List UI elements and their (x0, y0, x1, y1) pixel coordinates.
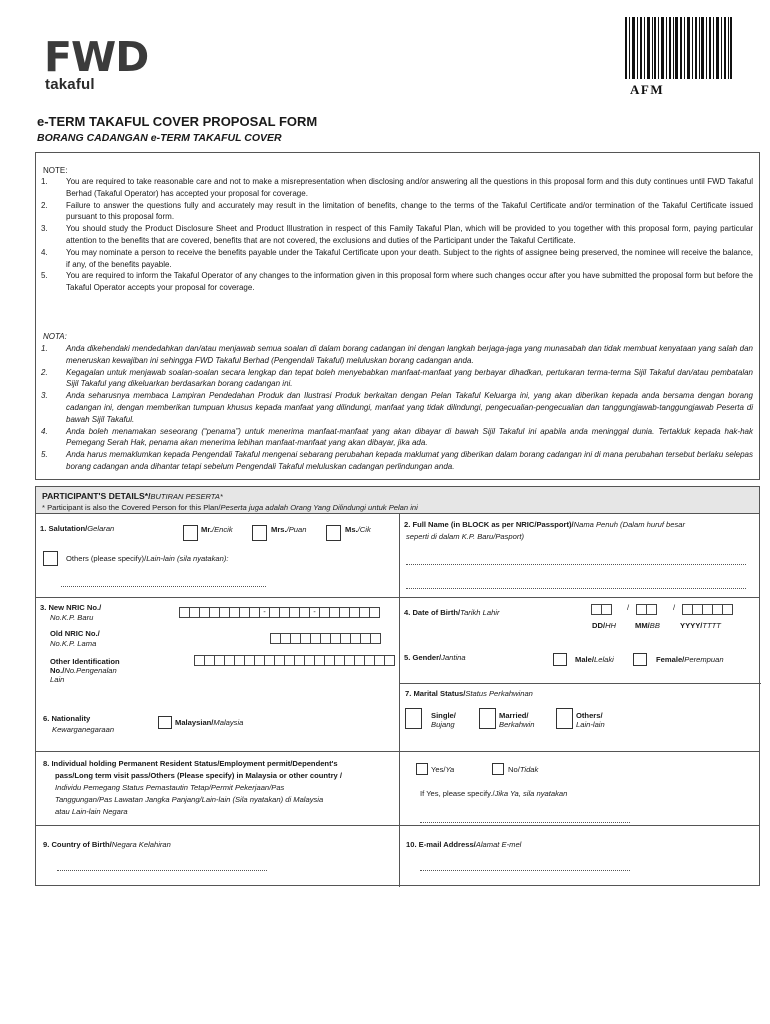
fwd-takaful-logo (44, 38, 164, 98)
other-id-label-malay: Lain (50, 675, 65, 684)
participant-header (36, 487, 759, 514)
mr-label: Mr./Encik (201, 525, 233, 534)
residency-no-checkbox[interactable] (492, 763, 504, 775)
malaysian-checkbox[interactable] (158, 716, 172, 729)
nota-text: Kegagalan untuk menjawab soalan-soalan secara lengkap dan tepat boleh menyebabkan manfaat-manfaat yang berbayar dihadkan, pertukaran terma-terma Sijil Takaful dan/atau pembatalan Sijil Takaful yang dikeluarkan berdasarkan borang cadangan ini. (66, 367, 753, 389)
dob-slash: / (627, 603, 630, 612)
note-item: 2. Failure to answer the questions fully and accurately may result in the limitation of benefits, change to the terms of the Takaful Certificate and/or termination of the Takaful Certificate issued pursuant to this proposal form. (41, 200, 753, 222)
dob-day-input[interactable] (591, 604, 611, 615)
mrs-label: Mrs./Puan (271, 525, 307, 534)
full-name-label: 2. Full Name (in BLOCK as per NRIC/Passport)/Nama Penuh (Dalam huruf besar (404, 520, 686, 529)
marital-status-label: 7. Marital Status/Status Perkahwinan (405, 689, 533, 698)
note-item: 4. You may nominate a person to receive the benefits payable under the Takaful Certificate upon your death. Subject to the rights of assignee being preserved, the nominee will receive the balance, if any, of the benefits payable. (41, 247, 753, 269)
female-label: Female/Perempuan (656, 655, 724, 664)
note-list-english (41, 176, 753, 294)
participant-details-section (35, 486, 760, 886)
fwd-logo-mark (44, 38, 160, 74)
dob-mm-hint: MM/BB (635, 621, 660, 630)
other-id-label: Other Identification (50, 657, 120, 666)
dob-month-input[interactable] (636, 604, 656, 615)
note-list-malay (41, 343, 753, 473)
participant-subtitle: * Participant is also the Covered Person for this Plan/Peserta juga adalah Orang Yang Dilindungi untuk Pelan ini (42, 503, 418, 512)
married-label: Married/ (499, 711, 529, 720)
dob-year-input[interactable] (682, 604, 732, 615)
residency-label-2: pass/Long term visit pass/Others (Please specify) in Malaysia or other country / (55, 771, 342, 780)
nota-text: Anda dikehendaki mendedahkan dan/atau menjawab semua soalan di dalam borang cadangan ini dengan langkah berjaga-jaga yang munasabah dan tidak membuat kenyataan yang salah dan meneruskan kewajiban ini sehingga FWD Takaful Berhad (Pengendali Takaful) meluluskan borang cadangan anda. (66, 344, 753, 365)
others-salutation-checkbox[interactable] (43, 551, 58, 566)
residency-label-malay-2: Tanggungan/Pas Lawatan Jangka Panjang/Lain-lain (Sila nyatakan) di Malaysia (55, 795, 324, 804)
married-checkbox[interactable] (479, 708, 496, 729)
ms-checkbox[interactable] (326, 525, 341, 541)
dob-label: 4. Date of Birth/Tarikh Lahir (404, 608, 500, 617)
nationality-label-malay: Kewarganegaraan (52, 725, 115, 734)
residency-label: 8. Individual holding Permanent Resident Status/Employment permit/Dependent's (43, 759, 338, 768)
salutation-label: 1. Salutation/Gelaran (40, 524, 115, 533)
nota-item: 2. Kegagalan untuk menjawab soalan-soalan secara lengkap dan tepat boleh menyebabkan manfaat-manfaat yang berbayar dihadkan, pertukaran terma-terma Sijil Takaful dan/atau pembatalan Sijil Takaful yang dikeluarkan berdasarkan borang cadangan ini. (41, 367, 753, 389)
nota-item: 1. Anda dikehendaki mendedahkan dan/atau menjawab semua soalan di dalam borang cadangan ini dengan langkah berjaga-jaga yang munasabah dan tidak membuat kenyataan yang salah dan meneruskan kewajiban ini sehingga FWD Takaful Berhad (Pengendali Takaful) meluluskan borang cadangan anda. (41, 344, 753, 365)
new-nric-label: 3. New NRIC No./ (40, 603, 102, 612)
nota-text: Anda seharusnya membaca Lampiran Pendedahan Produk dan Ilustrasi Produk berkaitan dengan Pelan Takaful Keluarga ini, yang akan diberikan kepada anda bersama dengan borang cadangan ini, dengan memberikan tumpuan khusus kepada manfaat yang dilindungi, manfaat yang tidak dilindungi, pengecualian-pengecualian dan tanggungjawab-tanggungjawab Peserta di bawah Sijil Takaful. (66, 391, 753, 424)
nota-heading: NOTA: (43, 332, 67, 341)
note-text: You should study the Product Disclosure Sheet and Product Illustration in respect of this Family Takaful Plan, which will be provided to you together with this proposal form, paying particular attention to the benefits that are covered, benefits that are not covered, the exclusions and duties of the Participant under the Takaful Certificate. (66, 224, 753, 245)
single-label-malay: Bujang (431, 720, 455, 729)
ms-label: Ms./Cik (345, 525, 371, 534)
note-text: Failure to answer the questions fully and accurately may result in the limitation of benefits, change to the terms of the Takaful Certificate and/or termination of the Takaful Certificate issued pursuant to this proposal form. (66, 200, 753, 222)
married-label-malay: Berkahwin (499, 720, 535, 729)
note-text: You may nominate a person to receive the benefits payable under the Takaful Certificate upon your death. Subject to the rights of assignee being preserved, the nominee will receive the balance, if any, of the benefits payable. (66, 247, 753, 269)
dob-dd-hint: DD/HH (592, 621, 617, 630)
others-salutation-input[interactable] (61, 586, 266, 587)
note-item: 1. You are required to take reasonable care and not to make a misrepresentation when disclosing and/or answering all the questions in this proposal form and this duty continues until FWD Takaful Berhad (Takaful Operator) has accepted your proposal for coverage. (41, 177, 753, 198)
email-input[interactable] (420, 870, 630, 871)
barcode (623, 17, 733, 79)
female-checkbox[interactable] (633, 653, 647, 666)
nota-item: 3. Anda seharusnya membaca Lampiran Pendedahan Produk dan Ilustrasi Produk berkaitan dengan Pelan Takaful Keluarga ini, yang akan diberikan kepada anda bersama dengan borang cadangan ini, dengan memberikan tumpuan khusus kepada manfaat yang dilindungi, manfaat yang tidak dilindungi, pengecualian-pengecualian dan tanggungjawab-tanggungjawab Peserta di bawah Sijil Takaful. (41, 391, 753, 424)
residency-yes-label: Yes/Ya (431, 765, 455, 774)
email-label: 10. E-mail Address/Alamat E-mel (406, 840, 522, 849)
takaful-logo-text: takaful (45, 76, 95, 93)
single-checkbox[interactable] (405, 708, 422, 729)
column-divider (399, 514, 400, 887)
others-salutation-label: Others (please specify)/Lain-lain (sila nyatakan): (66, 554, 229, 563)
country-of-birth-label: 9. Country of Birth/Negara Kelahiran (43, 840, 171, 849)
note-item: 5. You are required to inform the Takaful Operator of any changes to the information given in this proposal form where such changes occur after you have submitted the proposal form but before the Takaful Operator accepts your proposal for coverage. (41, 271, 753, 293)
form-title: e-TERM TAKAFUL COVER PROPOSAL FORM (37, 114, 318, 129)
old-nric-label: Old NRIC No./ (50, 629, 100, 638)
old-nric-label-malay: No.K.P. Lama (50, 639, 97, 648)
residency-label-malay: Individu Pemegang Status Pemastautin Tetap/Permit Pekerjaan/Pas (55, 783, 285, 792)
male-label: Male/Lelaki (575, 655, 614, 664)
single-label: Single/ (431, 711, 456, 720)
nota-item: 4. Anda boleh menamakan seseorang (“penama”) untuk menerima manfaat-manfaat yang akan dibayar di bawah Sijil Takaful ini apabila anda meninggal dunia. Tertakluk kepada hak-hak Pemegang Serah Hak, penama akan menerima lebihan manfaat-manfaat yang akan dibayar, jika ada. (41, 426, 753, 448)
full-name-label-malay: seperti di dalam K.P. Baru/Pasport) (406, 532, 525, 541)
new-nric-input[interactable]: - - (179, 607, 379, 618)
form-code: AFM (630, 82, 665, 97)
country-of-birth-input[interactable] (57, 870, 267, 871)
form-title-malay: BORANG CADANGAN e-TERM TAKAFUL COVER (37, 132, 282, 144)
row-divider (36, 597, 759, 598)
note-text: You are required to take reasonable care and not to make a misrepresentation when disclosing and/or answering all the questions in this proposal form and this duty continues until FWD Takaful Berhad (Takaful Operator) has accepted your proposal for coverage. (66, 177, 753, 198)
full-name-input-line-2[interactable] (406, 588, 746, 589)
row-divider (36, 825, 759, 826)
mrs-checkbox[interactable] (252, 525, 267, 541)
old-nric-input[interactable] (270, 633, 380, 644)
nationality-label: 6. Nationality (43, 714, 91, 723)
others-marital-label: Others/ (576, 711, 603, 720)
other-id-label-2: No./No.Pengenalan (50, 666, 117, 675)
other-id-input[interactable] (194, 655, 394, 666)
residency-label-malay-3: atau Lain-lain Negara (55, 807, 128, 816)
dob-slash: / (673, 603, 676, 612)
mr-checkbox[interactable] (183, 525, 198, 541)
row-divider (36, 751, 759, 752)
note-heading: NOTE: (43, 166, 68, 175)
dob-yyyy-hint: YYYY/TTTT (680, 621, 721, 630)
malaysian-label: Malaysian/Malaysia (175, 718, 244, 727)
residency-no-label: No/Tidak (508, 765, 539, 774)
residency-yes-checkbox[interactable] (416, 763, 428, 775)
fwd-logo-text: FWD (44, 38, 149, 74)
full-name-input-line-1[interactable] (406, 564, 746, 565)
nota-text: Anda boleh menamakan seseorang (“penama”) untuk menerima manfaat-manfaat yang akan dibayar di bawah Sijil Takaful ini apabila anda meninggal dunia. Tertakluk kepada hak-hak Pemegang Serah Hak, penama akan menerima lebihan manfaat-manfaat yang akan dibayar, jika ada. (66, 426, 753, 448)
new-nric-label-malay: No.K.P. Baru (50, 613, 94, 622)
row-divider (399, 683, 761, 684)
others-marital-checkbox[interactable] (556, 708, 573, 729)
nota-item: 5. Anda harus memaklumkan kepada Pengendali Takaful mengenai sebarang perubahan kepada maklumat yang diberikan dalam borang cadangan ini di mana perubahan tersebut berlaku selepas borang cadangan anda dihantar tetapi sebelum Pengendali Takaful meluluskan cadangan perlindungan anda. (41, 450, 753, 471)
gender-label: 5. Gender/Jantina (404, 653, 466, 662)
note-item: 3. You should study the Product Disclosure Sheet and Product Illustration in respect of this Family Takaful Plan, which will be provided to you together with this proposal form, paying particular attention to the benefits that are covered, benefits that are not covered, the exclusions and duties of the Participant under the Takaful Certificate. (41, 224, 753, 245)
participant-title: PARTICIPANT'S DETAILS*/BUTIRAN PESERTA* (42, 491, 223, 501)
nota-text: Anda harus memaklumkan kepada Pengendali Takaful mengenai sebarang perubahan kepada maklumat yang diberikan dalam borang cadangan ini di mana perubahan tersebut berlaku selepas borang cadangan anda dihantar tetapi sebelum Pengendali Takaful meluluskan cadangan perlindungan anda. (66, 450, 753, 471)
others-marital-label-malay: Lain-lain (576, 720, 605, 729)
notes-section (35, 152, 760, 480)
residency-specify-label: If Yes, please specify./Jika Ya, sila nyatakan (420, 789, 568, 798)
note-text: You are required to inform the Takaful Operator of any changes to the information given in this proposal form where such changes occur after you have submitted the proposal form but before the Takaful Operator accepts your proposal for coverage. (66, 271, 753, 293)
male-checkbox[interactable] (553, 653, 567, 666)
residency-specify-input[interactable] (420, 822, 630, 823)
